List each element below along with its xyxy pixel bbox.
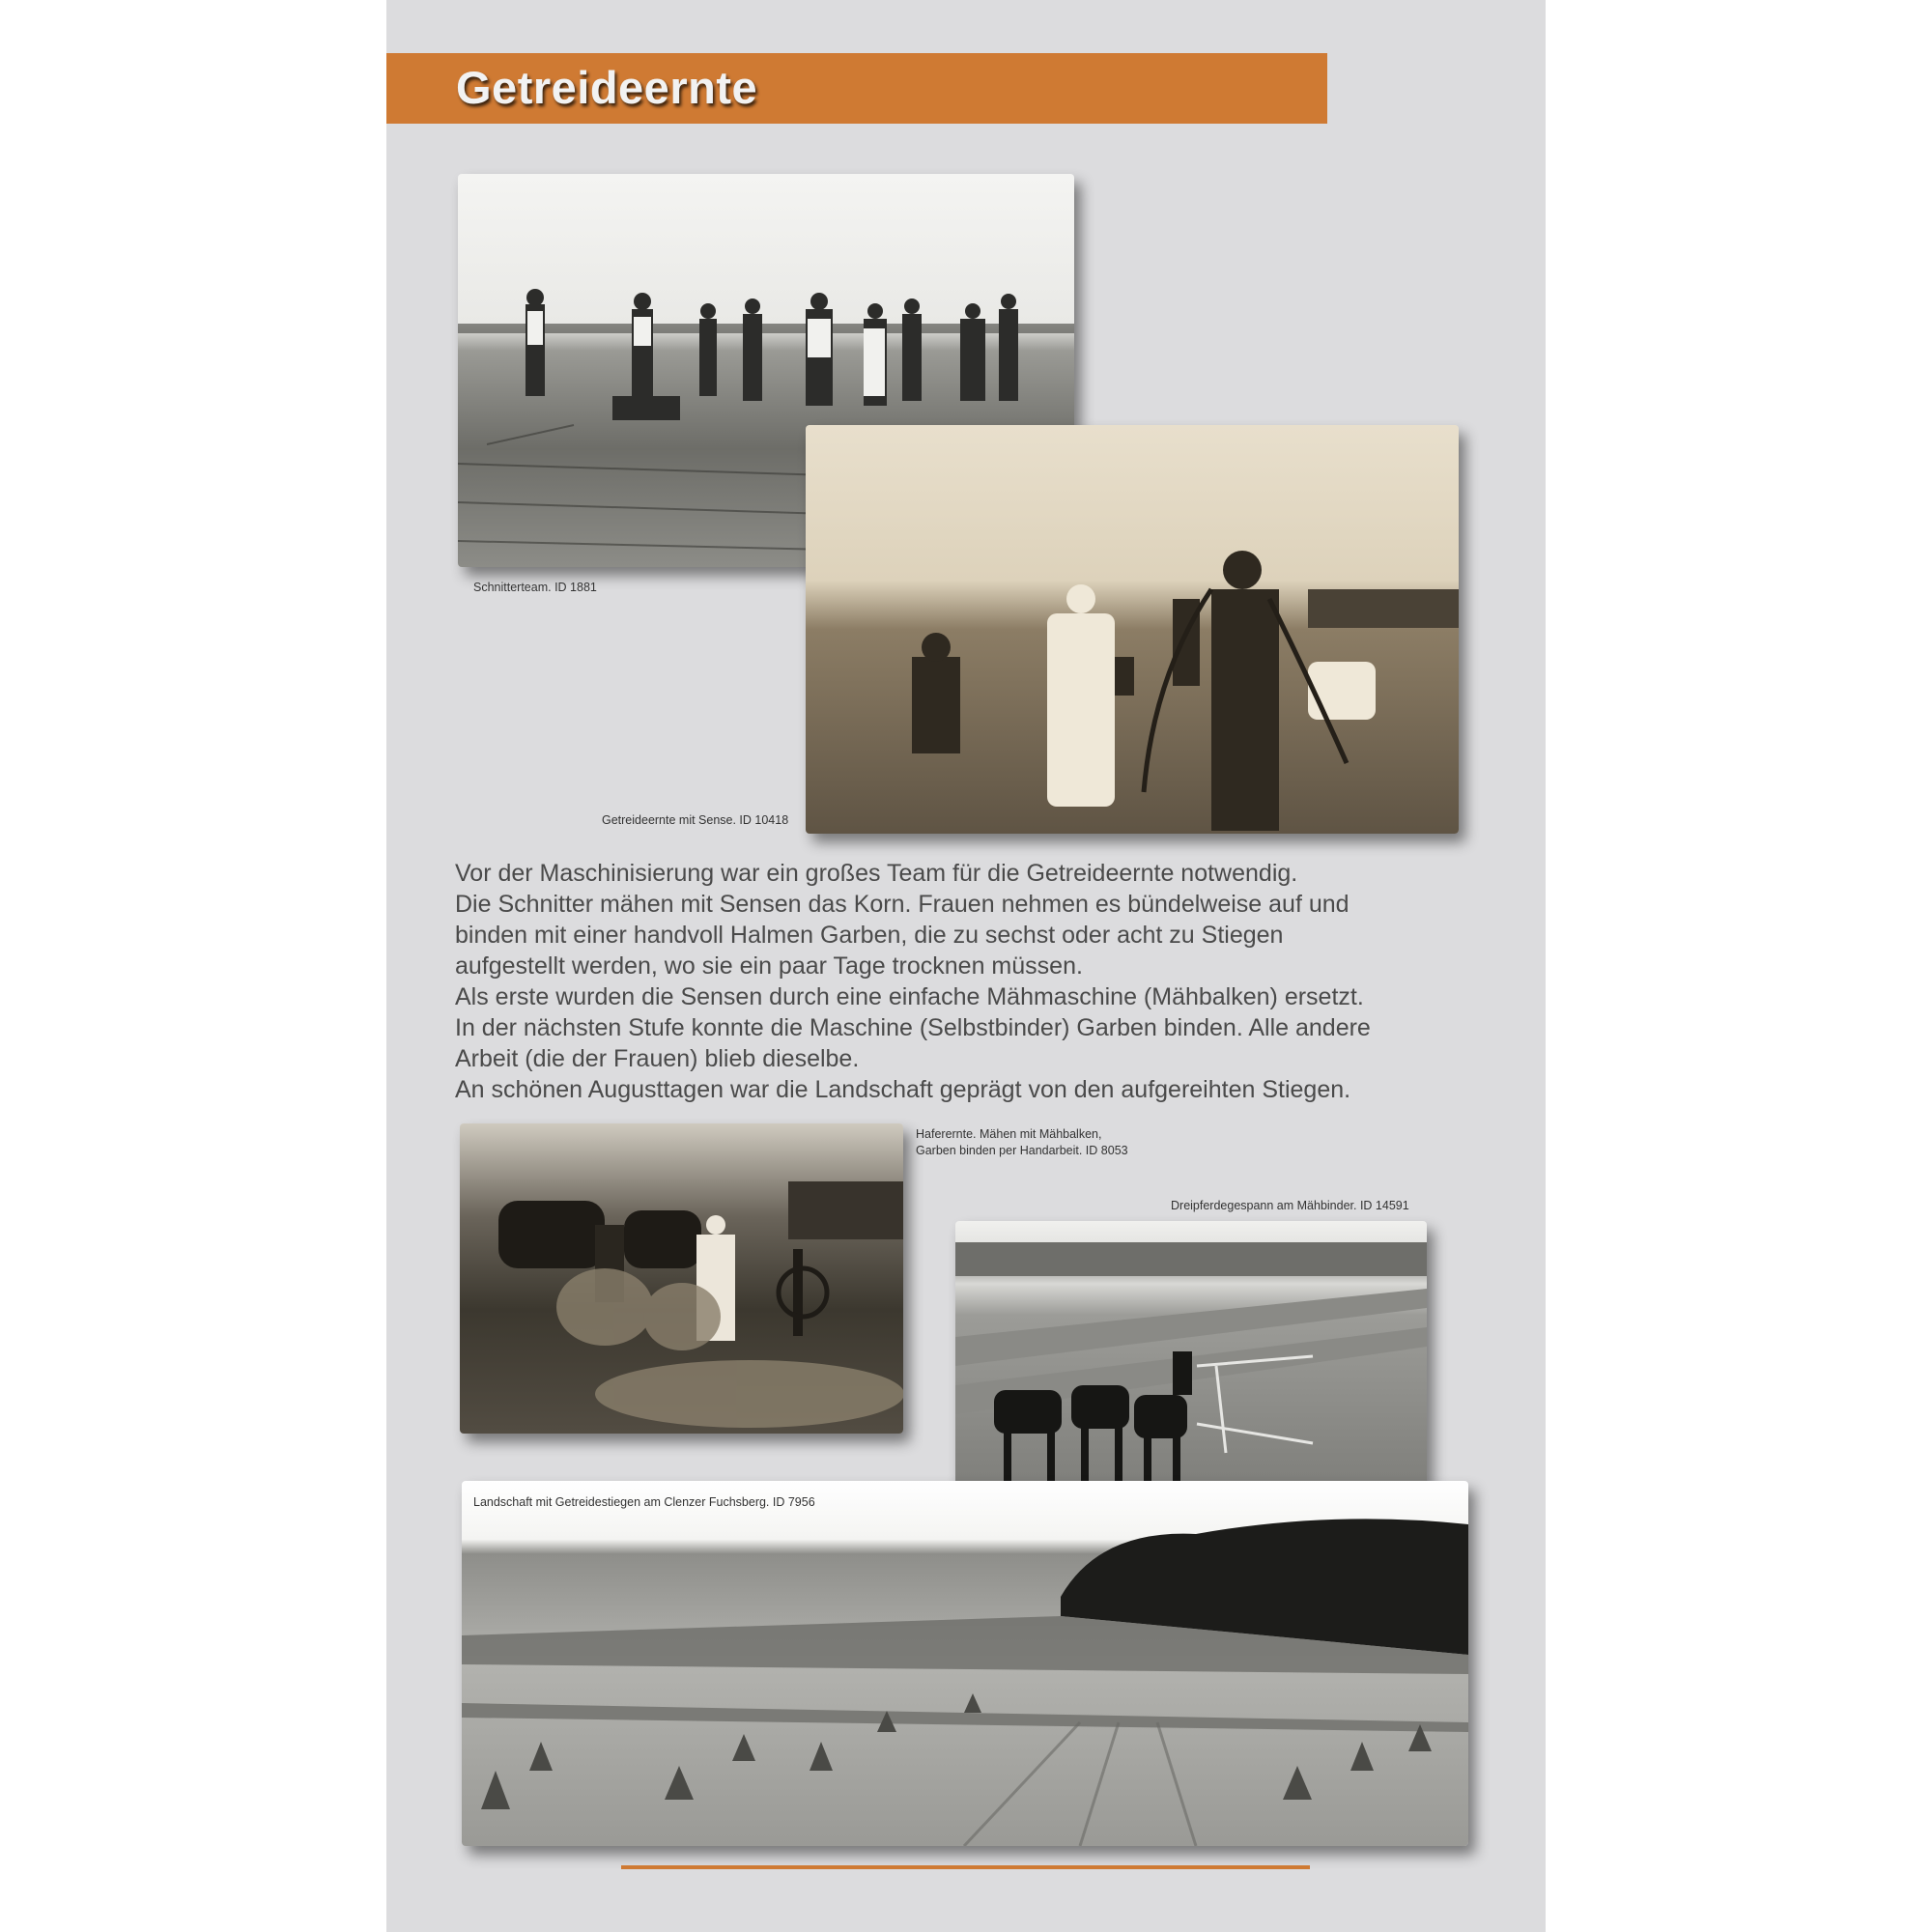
body-line: Arbeit (die der Frauen) blieb dieselbe. — [455, 1045, 860, 1072]
photo-sense — [806, 425, 1459, 834]
bottom-rule — [621, 1865, 1310, 1869]
photo-landschaft — [462, 1481, 1468, 1846]
body-text — [455, 858, 1498, 1105]
title-bar — [386, 53, 1327, 124]
caption-landschaft: Landschaft mit Getreidestiegen am Clenzer Fuchsberg. ID 7956 — [473, 1495, 815, 1509]
caption-sense: Getreideernte mit Sense. ID 10418 — [602, 813, 789, 827]
body-line: binden mit einer handvoll Halmen Garben, die zu sechst oder acht zu Stiegen — [455, 922, 1284, 949]
body-line: Als erste wurden die Sensen durch eine einfache Mähmaschine (Mähbalken) ersetzt. — [455, 983, 1364, 1010]
body-line: In der nächsten Stufe konnte die Maschine (Selbstbinder) Garben binden. Alle andere — [455, 1014, 1371, 1041]
page-title: Getreideernte — [456, 62, 758, 113]
photo-hafer — [460, 1123, 903, 1434]
caption-hafer: Haferernte. Mähen mit Mähbalken, Garben binden per Handarbeit. ID 8053 — [916, 1127, 1128, 1157]
body-line: Die Schnitter mähen mit Sensen das Korn. Frauen nehmen es bündelweise auf und — [455, 891, 1350, 918]
caption-schnitterteam: Schnitterteam. ID 1881 — [473, 581, 597, 594]
body-line: An schönen Augusttagen war die Landschaft geprägt von den aufgereihten Stiegen. — [455, 1076, 1351, 1103]
caption-dreipferd: Dreipferdegespann am Mähbinder. ID 14591 — [1171, 1199, 1409, 1212]
body-line: aufgestellt werden, wo sie ein paar Tage trocknen müssen. — [455, 952, 1083, 980]
body-line: Vor der Maschinisierung war ein großes Team für die Getreideernte notwendig. — [455, 860, 1298, 887]
